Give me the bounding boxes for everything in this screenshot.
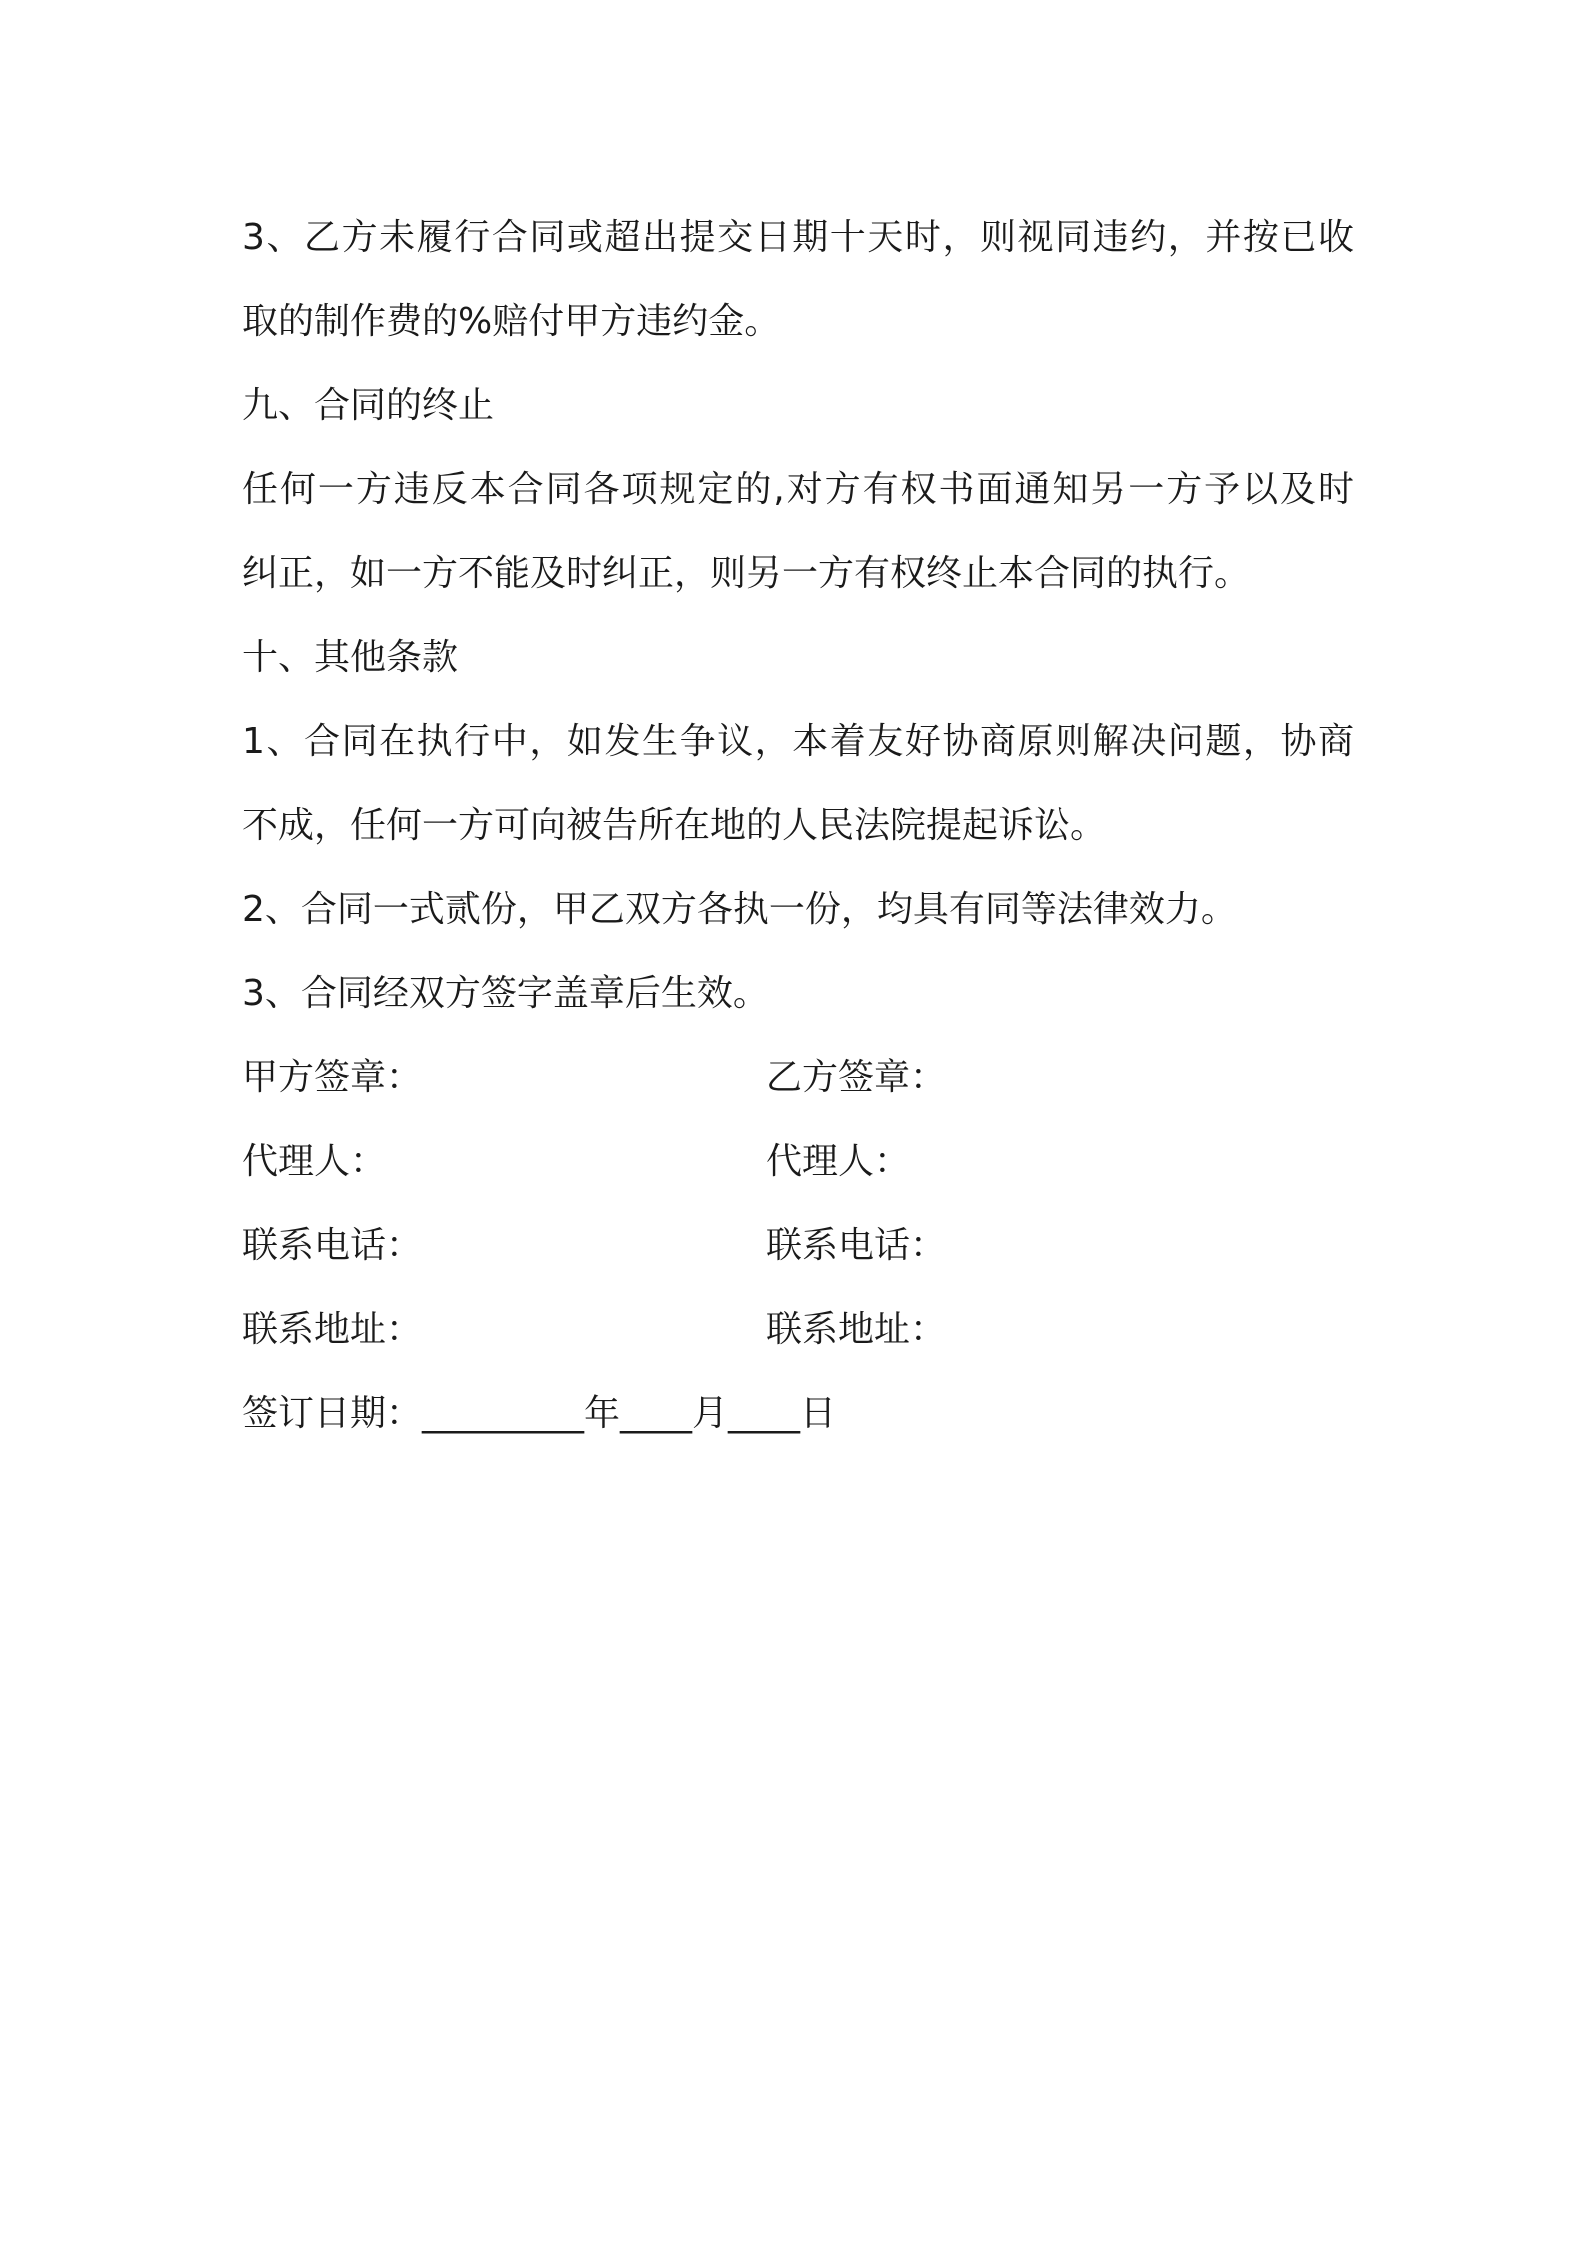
signature-row-address [242, 1288, 1362, 1372]
party-a-address-label: 联系地址： [242, 1309, 423, 1350]
clause-9-line-1: 任何一方违反本合同各项规定的,对方有权书面通知另一方予以及时 [242, 469, 1354, 510]
signature-row-phone [242, 1204, 1362, 1288]
signature-row-agent [242, 1120, 1362, 1204]
party-a-agent-label: 代理人： [242, 1141, 387, 1182]
party-a-phone-label: 联系电话： [242, 1225, 423, 1266]
clause-9-line-2: 纠正，如一方不能及时纠正，则另一方有权终止本合同的执行。 [242, 553, 1251, 594]
party-b-seal-label: 乙方签章： [766, 1057, 947, 1098]
clause-10-1-line-2: 不成，任何一方可向被告所在地的人民法院提起诉讼。 [242, 805, 1107, 846]
section-heading-other-terms: 十、其他条款 [242, 637, 459, 678]
clause-10-1-line-1: 1、合同在执行中，如发生争议，本着友好协商原则解决问题，协商 [242, 721, 1354, 762]
party-b-phone-label: 联系电话： [766, 1225, 947, 1266]
clause-8-3-line-1: 3、乙方未履行合同或超出提交日期十天时，则视同违约，并按已收 [242, 217, 1354, 258]
party-a-seal-label: 甲方签章： [242, 1057, 423, 1098]
clause-10-2: 2、合同一式贰份，甲乙双方各执一份，均具有同等法律效力。 [242, 889, 1237, 930]
clause-10-3: 3、合同经双方签字盖章后生效。 [242, 973, 769, 1014]
sign-date-line: 签订日期：_________年____月____日 [242, 1393, 837, 1434]
document-body [242, 196, 1362, 1456]
section-heading-termination: 九、合同的终止 [242, 385, 495, 426]
signature-row-seal [242, 1036, 1362, 1120]
party-b-address-label: 联系地址： [766, 1309, 947, 1350]
clause-8-3-line-2: 取的制作费的%赔付甲方违约金。 [242, 301, 781, 342]
party-b-agent-label: 代理人： [766, 1141, 911, 1182]
